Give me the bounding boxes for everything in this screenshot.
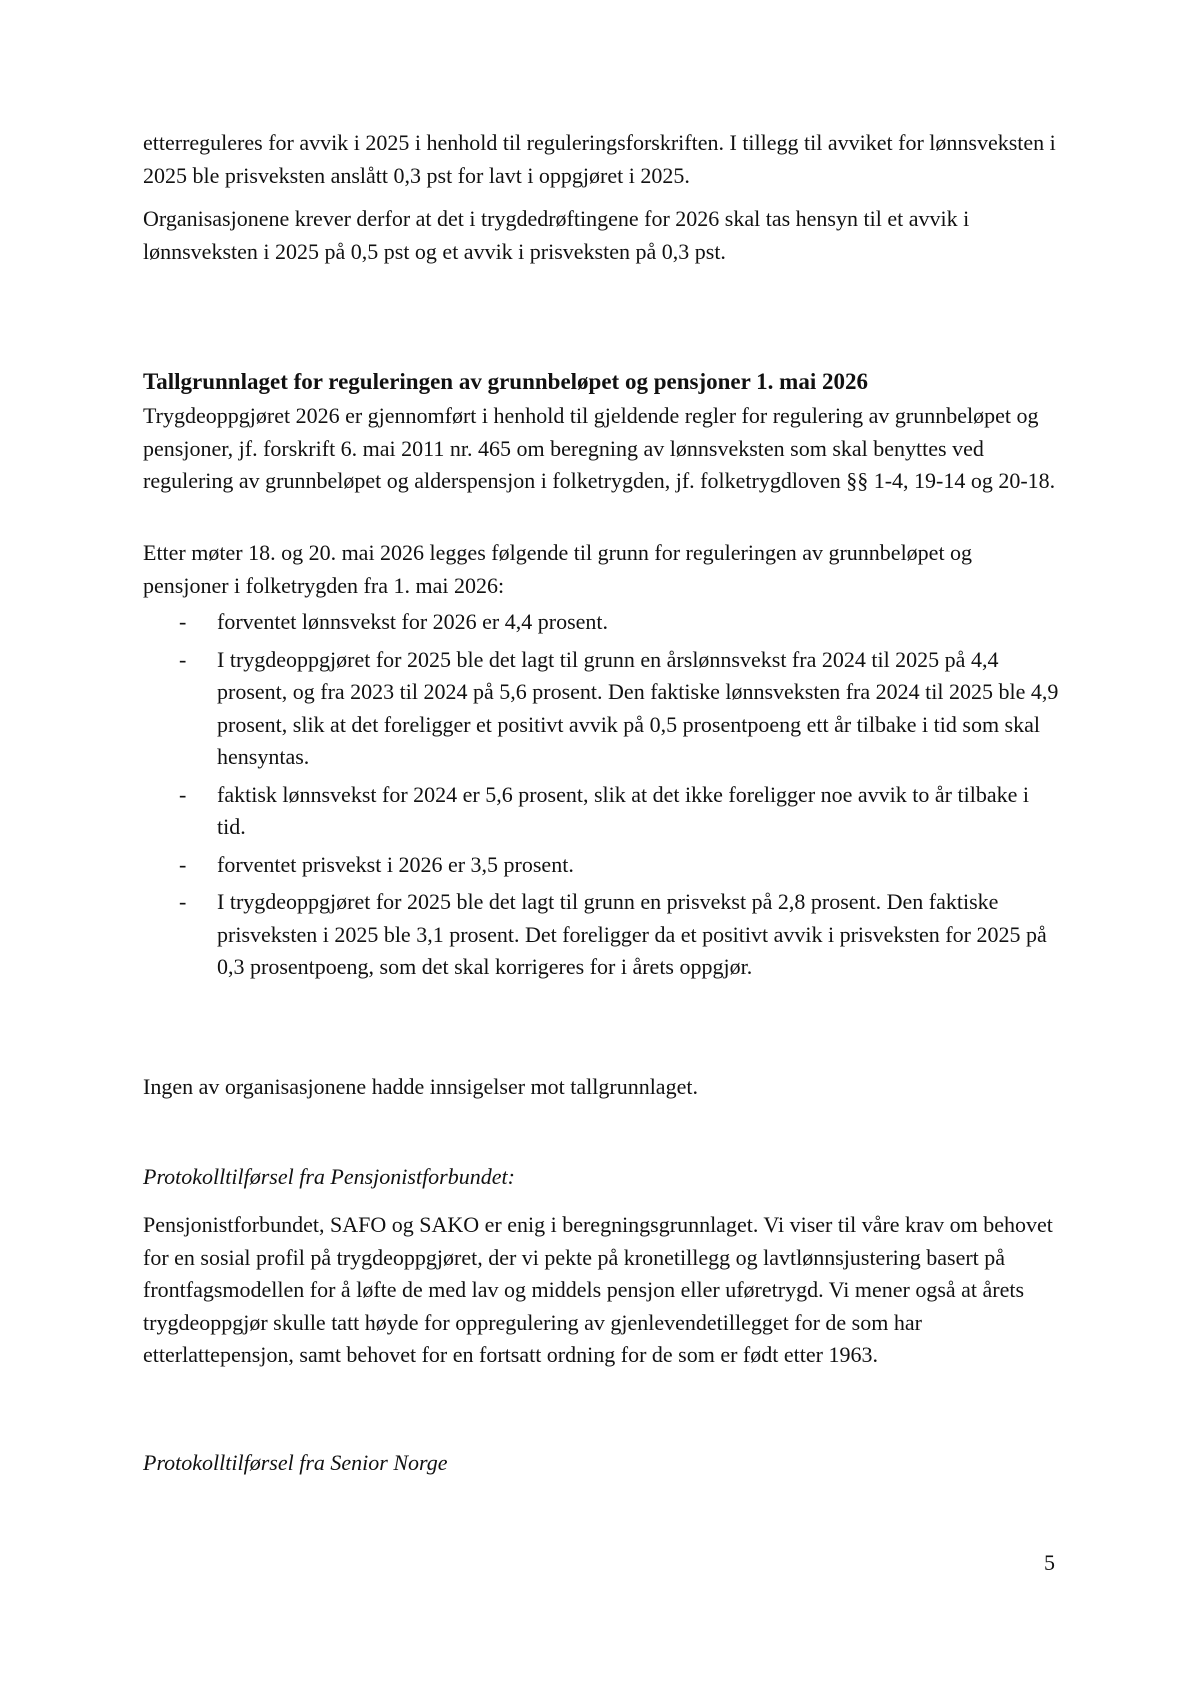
list-item [143, 779, 1063, 844]
list-bullet: - [179, 646, 187, 672]
protocol-pensjonistforbundet-text: Pensjonistforbundet, SAFO og SAKO er enig i beregningsgrunnlaget. Vi viser til våre krav om behovet for en sosial profil på trygdeoppgjøret, der vi pekte på kronetillegg og lavtlønnsjustering basert på frontfagsmodellen for å løfte de med lav og middels pensjon eller uføretrygd. Vi mener også at årets trygdeoppgjør skulle tatt høyde for oppregulering av gjenlevendetillegget for de som har etterlattepensjon, samt behovet for en fortsatt ordning for de som er født etter 1963. [143, 1212, 1053, 1367]
protocol-pensjonistforbundet-title: Protokolltilførsel fra Pensjonistforbundet: [143, 1164, 515, 1189]
list-item-text: forventet lønnsvekst for 2026 er 4,4 prosent. [217, 609, 609, 634]
list-item-text: forventet prisvekst i 2026 er 3,5 prosent. [217, 851, 574, 877]
list-bullet: - [179, 609, 187, 634]
list-item [143, 644, 1063, 774]
list-item-text: faktisk lønnsvekst for 2024 er 5,6 prosent, slik at det ikke foreligger noe avvik to år tilbake i tid. [217, 781, 1029, 839]
paragraph-no-objections: Ingen av organisasjonene hadde innsigelser mot tallgrunnlaget. [143, 1074, 698, 1099]
list-bullet: - [179, 889, 187, 914]
figures-list [143, 606, 1063, 989]
page-number: 5 [1044, 1550, 1055, 1575]
list-item [143, 606, 1063, 639]
list-item-text: I trygdeoppgjøret for 2025 ble det lagt til grunn en prisvekst på 2,8 prosent. Den faktiske prisveksten i 2025 ble 3,1 prosent. Det foreligger da et positivt avvik i prisveksten for 2025 på 0,3 prosentpoeng, som det skal korrigeres for i årets oppgjør. [217, 889, 1047, 979]
list-bullet: - [179, 781, 187, 807]
paragraph-demand: Organisasjonene krever derfor at det i trygdedrøftingene for 2026 skal tas hensyn til et avvik i lønnsveksten i 2025 på 0,5 pst og et avvik i prisveksten på 0,3 pst. [143, 206, 970, 264]
paragraph-basis: Trygdeoppgjøret 2026 er gjennomført i henhold til gjeldende regler for regulering av grunnbeløpet og pensjoner, jf. forskrift 6. mai 2011 nr. 465 om beregning av lønnsveksten som skal benyttes ved regulering av grunnbeløpet og alderspensjon i folketrygden, jf. folketrygdloven §§ 1-4, 19-14 og 20-18. [143, 403, 1056, 493]
list-item [143, 849, 1063, 882]
list-item [143, 886, 1063, 984]
list-item-text: I trygdeoppgjøret for 2025 ble det lagt til grunn en årslønnsvekst fra 2024 til 2025 på 4,4 prosent, og fra 2023 til 2024 på 5,6 prosent. Den faktiske lønnsveksten fra 2024 til 2025 ble 4,9 prosent, slik at det foreligger et positivt avvik på 0,5 prosentpoeng ett år tilbake i tid som skal hensyntas. [217, 646, 1059, 769]
paragraph-intro: etterreguleres for avvik i 2025 i henhold til reguleringsforskriften. I tillegg til avviket for lønnsveksten i 2025 ble prisveksten anslått 0,3 pst for lavt i oppgjøret i 2025. [143, 130, 1056, 188]
section-heading: Tallgrunnlaget for reguleringen av grunnbeløpet og pensjoner 1. mai 2026 [143, 369, 868, 394]
list-bullet: - [179, 851, 187, 877]
protocol-senior-norge-title: Protokolltilførsel fra Senior Norge [143, 1450, 448, 1475]
paragraph-meetings: Etter møter 18. og 20. mai 2026 legges følgende til grunn for reguleringen av grunnbeløpet og pensjoner i folketrygden fra 1. mai 2026: [143, 540, 973, 598]
